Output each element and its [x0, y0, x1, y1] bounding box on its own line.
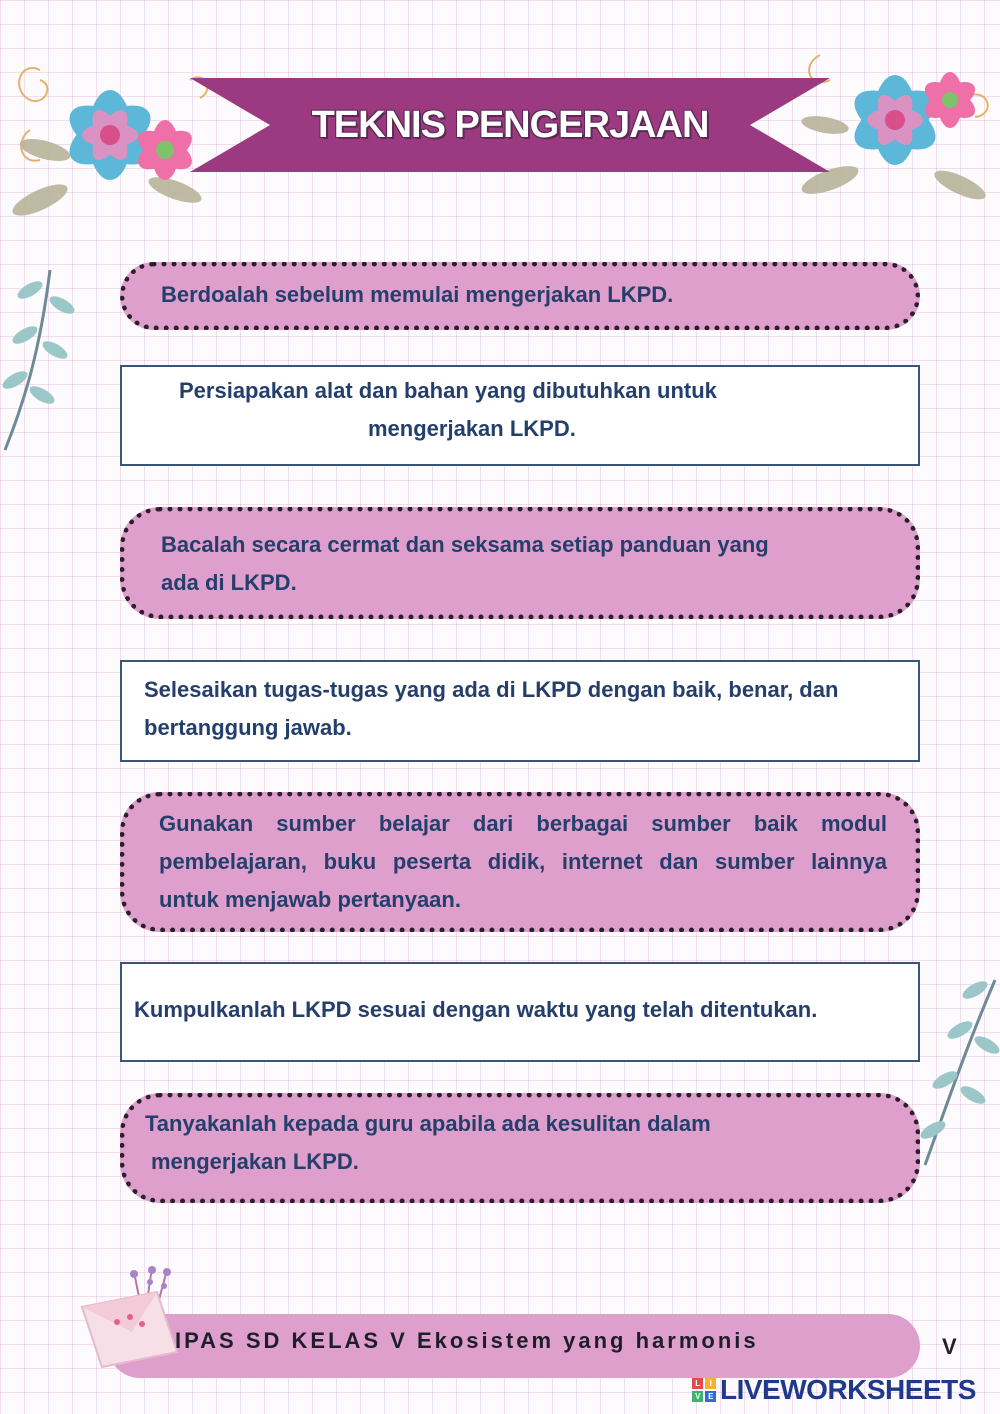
vine-decoration-right: [915, 970, 1000, 1170]
step-5-box: [120, 792, 920, 932]
step-3-text-line2: ada di LKPD.: [161, 570, 297, 595]
step-2-box: [120, 365, 920, 466]
step-7-text-line1: Tanyakanlah kepada guru apabila ada kesulitan dalam: [145, 1111, 711, 1136]
step-2-text-line2: mengerjakan LKPD.: [368, 416, 576, 441]
step-6-text: Kumpulkanlah LKPD sesuai dengan waktu yang telah ditentukan.: [134, 997, 818, 1022]
liveworksheets-text: LIVEWORKSHEETS: [720, 1374, 976, 1405]
page-number: V: [942, 1334, 957, 1359]
step-1-text: Berdoalah sebelum memulai mengerjakan LKPD.: [161, 282, 674, 307]
step-7-text-line2: mengerjakan LKPD.: [151, 1149, 359, 1174]
envelope-icon: [72, 1262, 192, 1372]
step-3-box: [120, 507, 920, 619]
step-4-text-line1: Selesaikan tugas-tugas yang ada di LKPD dengan baik, benar, dan: [144, 677, 839, 702]
step-6-box: [120, 962, 920, 1062]
step-5-text-line1: Gunakan sumber belajar dari berbagai sumber baik modul: [159, 811, 887, 836]
step-5-text-line2: pembelajaran, buku peserta didik, internet dan sumber lainnya: [159, 849, 887, 874]
step-2-text-line1: Persiapakan alat dan bahan yang dibutuhkan untuk: [179, 378, 717, 403]
step-4-box: [120, 660, 920, 762]
step-4-text-line2: bertanggung jawab.: [144, 715, 352, 740]
step-5-text-line3: untuk menjawab pertanyaan.: [159, 887, 461, 912]
vine-decoration-left: [0, 260, 80, 460]
step-7-box: [120, 1093, 920, 1203]
liveworksheets-watermark: [692, 1374, 976, 1406]
liveworksheets-logo-icon: L I V E: [692, 1378, 716, 1402]
step-3-text-line1: Bacalah secara cermat dan seksama setiap panduan yang: [161, 532, 769, 557]
footer-subject-text: IPAS SD KELAS V Ekosistem yang harmonis: [175, 1328, 759, 1353]
title-banner: [190, 78, 830, 172]
page-title: TEKNIS PENGERJAAN: [311, 103, 709, 146]
step-1-box: [120, 262, 920, 330]
